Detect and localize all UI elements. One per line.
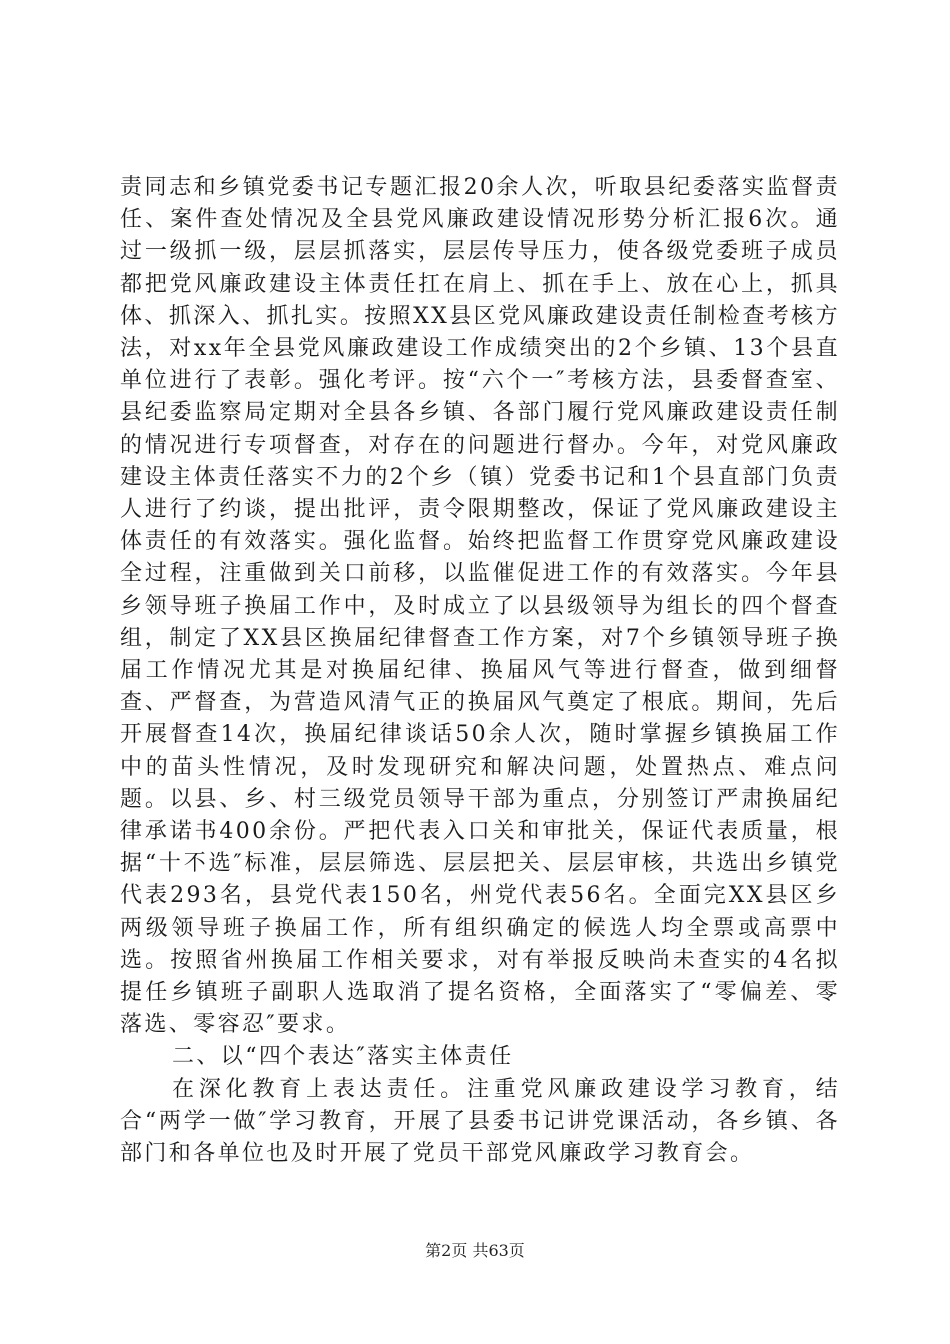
document-body (120, 172, 840, 1170)
section-heading: 二、以“四个表达″落实主体责任 (172, 1044, 514, 1070)
body-paragraph: 责同志和乡镇党委书记专题汇报20余人次，听取县纪委落实监督责任、案件查处情况及全县党风廉政建设情况形势分析汇报6次。通过一级抓一级，层层抓落实，层层传导压力，使各级党委班子成员都把党风廉政建设主体责任扛在肩上、抓在手上、放在心上，抓具体、抓深入、抓扎实。按照XX县区党风廉政建设责任制检查考核方法，对xx年全县党风廉政建设工作成绩突出的2个乡镇、13个县直单位进行了表彰。强化考评。按“六个一″考核方法，县委督查室、县纪委监察局定期对全县各乡镇、各部门履行党风廉政建设责任制的情况进行专项督查，对存在的问题进行督办。今年，对党风廉政建设主体责任落实不力的2个乡（镇）党委书记和1个县直部门负责人进行了约谈，提出批评，责令限期整改，保证了党风廉政建设主体责任的有效落实。强化监督。始终把监督工作贯穿党风廉政建设全过程，注重做到关口前移，以监催促进工作的有效落实。今年县乡领导班子换届工作中，及时成立了以县级领导为组长的四个督查组，制定了XX县区换届纪律督查工作方案，对7个乡镇领导班子换届工作情况尤其是对换届纪律、换届风气等进行督查，做到细督查、严督查，为营造风清气正的换届风气奠定了根底。期间，先后开展督查14次，换届纪律谈话50余人次，随时掌握乡镇换届工作中的苗头性情况，及时发现研究和解决问题，处置热点、难点问题。以县、乡、村三级党员领导干部为重点，分别签订严肃换届纪律承诺书400余份。严把代表入口关和审批关，保证代表质量，根据“十不选″标准，层层筛选、层层把关、层层审核，共选出乡镇党代表293名，县党代表150名，州党代表56名。全面完XX县区乡两级领导班子换届工作，所有组织确定的候选人均全票或高票中选。按照省州换届工作相关要求，对有举报反映尚未查实的4名拟提任乡镇班子副职人选取消了提名资格，全面落实了“零偏差、零落选、零容忍″要求。 (120, 175, 840, 1038)
page-number-footer: 第2页 共63页 (425, 1241, 525, 1260)
body-paragraph: 在深化教育上表达责任。注重党风廉政建设学习教育，结合“两学一做″学习教育，开展了县委书记讲党课活动，各乡镇、各部门和各单位也及时开展了党员干部党风廉政学习教育会。 (120, 1076, 840, 1167)
